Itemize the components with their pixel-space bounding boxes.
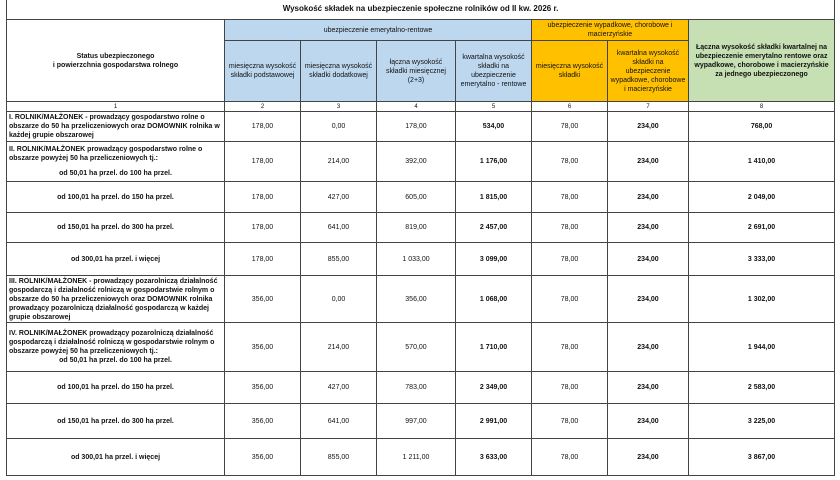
cell-c8: 3 867,00 bbox=[689, 439, 835, 476]
cell-c8: 3 225,00 bbox=[689, 404, 835, 439]
cell-c4: 356,00 bbox=[377, 276, 456, 323]
cell-c3: 214,00 bbox=[301, 323, 377, 372]
cell-c7: 234,00 bbox=[608, 323, 689, 372]
header-c4: łączna wysokość składki miesięcznej (2+3) bbox=[377, 41, 456, 102]
cell-c3: 0,00 bbox=[301, 276, 377, 323]
row-label: I. ROLNIK/MAŁŻONEK - prowadzący gospodarstwo rolne o obszarze do 50 ha przeliczeniowych oraz DOMOWNIK rolnika w każdej grupie obszarowej bbox=[7, 112, 225, 142]
cell-c3: 427,00 bbox=[301, 182, 377, 213]
col-number: 7 bbox=[608, 102, 689, 112]
cell-c6: 78,00 bbox=[532, 276, 608, 323]
cell-c4: 1 211,00 bbox=[377, 439, 456, 476]
cell-c3: 855,00 bbox=[301, 243, 377, 276]
table-row bbox=[7, 112, 835, 142]
table-row bbox=[7, 243, 835, 276]
header-status-line1: Status ubezpieczonego bbox=[76, 52, 155, 60]
cell-c5: 1 068,00 bbox=[456, 276, 532, 323]
col-number: 4 bbox=[377, 102, 456, 112]
header-c3: miesięczna wysokość składki dodatkowej bbox=[301, 41, 377, 102]
cell-c5: 1 815,00 bbox=[456, 182, 532, 213]
cell-c2: 178,00 bbox=[225, 142, 301, 182]
header-group-pension: ubezpieczenie emerytalno-rentowe bbox=[225, 20, 532, 41]
cell-c2: 356,00 bbox=[225, 439, 301, 476]
cell-c4: 178,00 bbox=[377, 112, 456, 142]
header-c5: kwartalna wysokość składki na ubezpieczenie emerytalno - rentowe bbox=[456, 41, 532, 102]
cell-c5: 3 633,00 bbox=[456, 439, 532, 476]
contributions-table bbox=[6, 0, 835, 476]
cell-c8: 2 691,00 bbox=[689, 213, 835, 243]
cell-c4: 1 033,00 bbox=[377, 243, 456, 276]
cell-c8: 3 333,00 bbox=[689, 243, 835, 276]
cell-c2: 178,00 bbox=[225, 243, 301, 276]
cell-c3: 641,00 bbox=[301, 213, 377, 243]
cell-c5: 2 349,00 bbox=[456, 372, 532, 404]
cell-c6: 78,00 bbox=[532, 404, 608, 439]
cell-c2: 356,00 bbox=[225, 276, 301, 323]
cell-c6: 78,00 bbox=[532, 439, 608, 476]
cell-c3: 427,00 bbox=[301, 372, 377, 404]
col-number: 6 bbox=[532, 102, 608, 112]
cell-c4: 605,00 bbox=[377, 182, 456, 213]
table-row bbox=[7, 404, 835, 439]
table-row bbox=[7, 182, 835, 213]
cell-c6: 78,00 bbox=[532, 323, 608, 372]
cell-c7: 234,00 bbox=[608, 372, 689, 404]
table-row bbox=[7, 142, 835, 182]
row-label: od 150,01 ha przel. do 300 ha przel. bbox=[7, 213, 225, 243]
cell-c2: 178,00 bbox=[225, 213, 301, 243]
cell-c3: 0,00 bbox=[301, 112, 377, 142]
cell-c8: 768,00 bbox=[689, 112, 835, 142]
table-row bbox=[7, 276, 835, 323]
cell-c3: 855,00 bbox=[301, 439, 377, 476]
row-label: III. ROLNIK/MAŁŻONEK - prowadzący pozarolniczą działalność gospodarczą i działalność rolniczą w gospodarstwie rolnym o obszarze do 50 ha przeliczeniowych oraz DOMOWNIK rolnika prowadzący pozarolniczą działalność gospodarczą w każdej grupie obszarowej bbox=[7, 276, 225, 323]
header-group-accident: ubezpieczenie wypadkowe, chorobowe i macierzyńskie bbox=[532, 20, 689, 41]
cell-c6: 78,00 bbox=[532, 182, 608, 213]
cell-c4: 819,00 bbox=[377, 213, 456, 243]
cell-c7: 234,00 bbox=[608, 276, 689, 323]
cell-c5: 2 991,00 bbox=[456, 404, 532, 439]
row-label: II. ROLNIK/MAŁŻONEK prowadzący gospodarstwo rolne o obszarze powyżej 50 ha przeliczeniowych tj.: bbox=[9, 146, 203, 162]
header-c6: miesięczna wysokość składki bbox=[532, 41, 608, 102]
cell-c3: 214,00 bbox=[301, 142, 377, 182]
cell-c8: 1 410,00 bbox=[689, 142, 835, 182]
cell-c7: 234,00 bbox=[608, 142, 689, 182]
cell-c2: 178,00 bbox=[225, 112, 301, 142]
cell-c6: 78,00 bbox=[532, 213, 608, 243]
cell-c2: 356,00 bbox=[225, 404, 301, 439]
col-number: 5 bbox=[456, 102, 532, 112]
col-number: 1 bbox=[7, 102, 225, 112]
cell-c7: 234,00 bbox=[608, 439, 689, 476]
row-label: od 150,01 ha przel. do 300 ha przel. bbox=[7, 404, 225, 439]
table-row bbox=[7, 439, 835, 476]
cell-c4: 392,00 bbox=[377, 142, 456, 182]
row-label: od 100,01 ha przel. do 150 ha przel. bbox=[7, 372, 225, 404]
cell-c7: 234,00 bbox=[608, 112, 689, 142]
cell-c8: 1 302,00 bbox=[689, 276, 835, 323]
row-label: od 300,01 ha przel. i więcej bbox=[7, 439, 225, 476]
table-row bbox=[7, 323, 835, 372]
cell-c4: 570,00 bbox=[377, 323, 456, 372]
header-c2: miesięczna wysokość składki podstawowej bbox=[225, 41, 301, 102]
table-title: Wysokość składek na ubezpieczenie społeczne rolników od II kw. 2026 r. bbox=[7, 0, 835, 20]
row-label-block bbox=[7, 142, 225, 182]
cell-c8: 2 049,00 bbox=[689, 182, 835, 213]
cell-c2: 356,00 bbox=[225, 372, 301, 404]
cell-c4: 997,00 bbox=[377, 404, 456, 439]
cell-c7: 234,00 bbox=[608, 404, 689, 439]
table-row bbox=[7, 213, 835, 243]
header-status-line2: i powierzchnia gospodarstwa rolnego bbox=[52, 61, 179, 69]
table-row bbox=[7, 372, 835, 404]
cell-c5: 3 099,00 bbox=[456, 243, 532, 276]
row-label: od 300,01 ha przel. i więcej bbox=[7, 243, 225, 276]
row-label-block bbox=[7, 323, 225, 372]
cell-c4: 783,00 bbox=[377, 372, 456, 404]
cell-c8: 1 944,00 bbox=[689, 323, 835, 372]
cell-c6: 78,00 bbox=[532, 372, 608, 404]
cell-c5: 1 176,00 bbox=[456, 142, 532, 182]
header-c7: kwartalna wysokość składki na ubezpieczenie wypadkowe, chorobowe i macierzyńskie bbox=[608, 41, 689, 102]
cell-c7: 234,00 bbox=[608, 213, 689, 243]
cell-c7: 234,00 bbox=[608, 243, 689, 276]
cell-c7: 234,00 bbox=[608, 182, 689, 213]
row-sublabel: od 50,01 ha przel. do 100 ha przel. bbox=[59, 170, 172, 177]
col-number: 3 bbox=[301, 102, 377, 112]
row-label: od 100,01 ha przel. do 150 ha przel. bbox=[7, 182, 225, 213]
cell-c6: 78,00 bbox=[532, 112, 608, 142]
header-total: Łączna wysokość składki kwartalnej na ubezpieczenie emerytalno rentowe oraz wypadkowe, chorobowe i macierzyńskie za jednego ubezpieczonego bbox=[689, 20, 835, 102]
cell-c5: 2 457,00 bbox=[456, 213, 532, 243]
cell-c2: 178,00 bbox=[225, 182, 301, 213]
cell-c6: 78,00 bbox=[532, 142, 608, 182]
col-number: 2 bbox=[225, 102, 301, 112]
row-sublabel: od 50,01 ha przel. do 100 ha przel. bbox=[59, 357, 172, 364]
cell-c3: 641,00 bbox=[301, 404, 377, 439]
header-status bbox=[7, 20, 225, 102]
cell-c8: 2 583,00 bbox=[689, 372, 835, 404]
cell-c2: 356,00 bbox=[225, 323, 301, 372]
col-number: 8 bbox=[689, 102, 835, 112]
row-label: IV. ROLNIK/MAŁŻONEK prowadzący pozarolniczą działalność gospodarczą i działalność rolniczą w gospodarstwie rolnym o obszarze powyżej 50 ha przeliczeniowych tj.: bbox=[9, 330, 215, 355]
cell-c6: 78,00 bbox=[532, 243, 608, 276]
cell-c5: 1 710,00 bbox=[456, 323, 532, 372]
cell-c5: 534,00 bbox=[456, 112, 532, 142]
